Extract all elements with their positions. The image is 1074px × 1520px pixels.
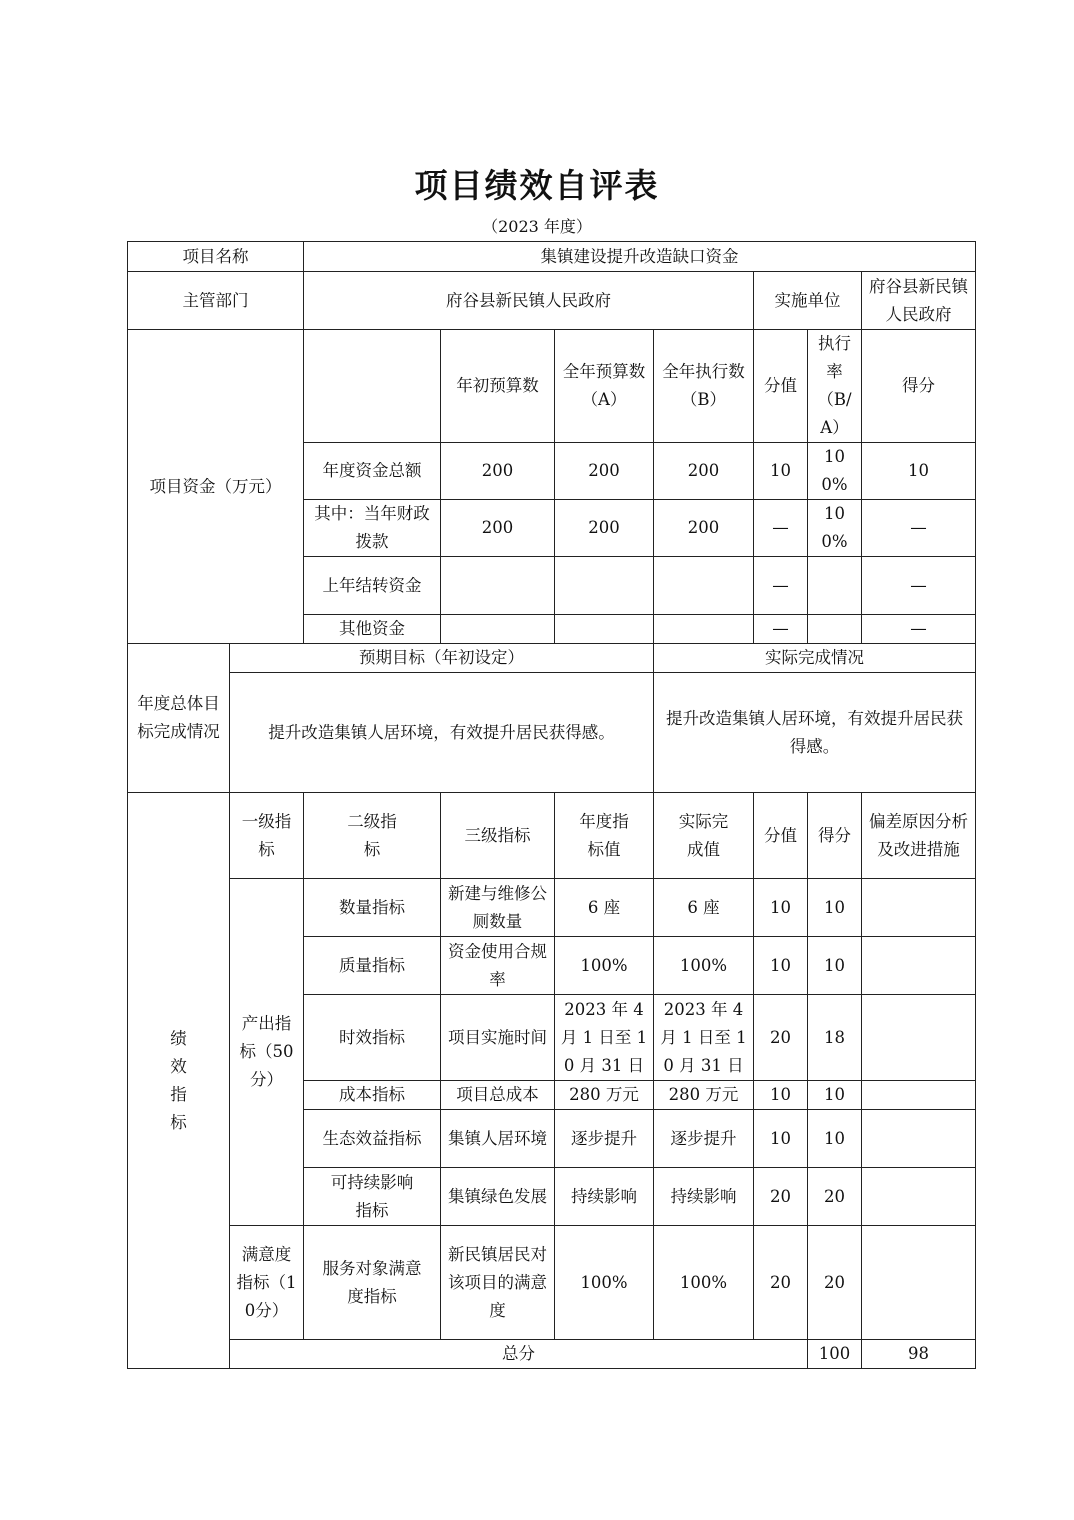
dept-label: 主管部门 xyxy=(128,272,304,330)
goals-label: 年度总体目标完成情况 xyxy=(128,644,230,793)
indicator-header: 三级指标 xyxy=(441,793,555,879)
target-cell: 280 万元 xyxy=(555,1081,654,1110)
actual-cell: 100% xyxy=(654,937,754,995)
total-score: 98 xyxy=(862,1340,976,1369)
funds-header: 得分 xyxy=(862,330,976,443)
goals-actual-header: 实际完成情况 xyxy=(654,644,976,673)
target-cell: 100% xyxy=(555,1226,654,1340)
actual-cell: 持续影响 xyxy=(654,1168,754,1226)
indicator-header: 偏差原因分析及改进措施 xyxy=(862,793,976,879)
funds-cell xyxy=(808,557,862,615)
funds-header: 全年预算数（A） xyxy=(555,330,654,443)
reason-cell xyxy=(862,1110,976,1168)
indicator-header: 二级指标 xyxy=(304,793,441,879)
level2-cell: 生态效益指标 xyxy=(304,1110,441,1168)
score-value-cell: 20 xyxy=(754,1168,808,1226)
funds-cell: 200 xyxy=(441,443,555,500)
level3-cell: 集镇人居环境 xyxy=(441,1110,555,1168)
level2-cell: 成本指标 xyxy=(304,1081,441,1110)
funds-cell: — xyxy=(754,557,808,615)
target-cell: 2023 年 4 月 1 日至 10 月 31 日 xyxy=(555,995,654,1081)
indicator-header: 一级指标 xyxy=(230,793,304,879)
funds-cell: — xyxy=(862,557,976,615)
goals-expected-header: 预期目标（年初设定） xyxy=(230,644,654,673)
actual-cell: 6 座 xyxy=(654,879,754,937)
level3-cell: 集镇绿色发展 xyxy=(441,1168,555,1226)
indicators-label: 绩效指标 xyxy=(128,793,230,1369)
impl-value: 府谷县新民镇人民政府 xyxy=(862,272,976,330)
funds-cell: 200 xyxy=(555,443,654,500)
goals-actual: 提升改造集镇人居环境，有效提升居民获得感。 xyxy=(654,673,976,793)
score-cell: 18 xyxy=(808,995,862,1081)
level2-cell: 服务对象满意度指标 xyxy=(304,1226,441,1340)
funds-label: 项目资金（万元） xyxy=(128,330,304,644)
project-name-value: 集镇建设提升改造缺口资金 xyxy=(304,242,976,272)
funds-cell xyxy=(654,615,754,644)
level3-cell: 新民镇居民对该项目的满意度 xyxy=(441,1226,555,1340)
target-cell: 6 座 xyxy=(555,879,654,937)
level2-cell: 数量指标 xyxy=(304,879,441,937)
funds-cell: 10 xyxy=(862,443,976,500)
level2-cell: 可持续影响指标 xyxy=(304,1168,441,1226)
performance-table xyxy=(127,241,976,1369)
satisfaction-indicator-label: 满意度指标（10分） xyxy=(230,1226,304,1340)
reason-cell xyxy=(862,1168,976,1226)
score-value-cell: 10 xyxy=(754,937,808,995)
level3-cell: 项目总成本 xyxy=(441,1081,555,1110)
level3-cell: 新建与维修公厕数量 xyxy=(441,879,555,937)
funds-header: 执行率（B/A） xyxy=(808,330,862,443)
indicator-header: 得分 xyxy=(808,793,862,879)
reason-cell xyxy=(862,995,976,1081)
score-cell: 10 xyxy=(808,1110,862,1168)
funds-cell: 200 xyxy=(654,500,754,557)
funds-header: 年初预算数 xyxy=(441,330,555,443)
funds-cell xyxy=(654,557,754,615)
target-cell: 100% xyxy=(555,937,654,995)
total-score-value: 100 xyxy=(808,1340,862,1369)
total-label: 总分 xyxy=(230,1340,808,1369)
dept-value: 府谷县新民镇人民政府 xyxy=(304,272,754,330)
funds-cell: 10 xyxy=(754,443,808,500)
actual-cell: 2023 年 4 月 1 日至 10 月 31 日 xyxy=(654,995,754,1081)
score-value-cell: 10 xyxy=(754,1110,808,1168)
output-indicator-label: 产出指标（50分） xyxy=(230,879,304,1226)
score-cell: 10 xyxy=(808,937,862,995)
funds-header: 分值 xyxy=(754,330,808,443)
level2-cell: 质量指标 xyxy=(304,937,441,995)
score-value-cell: 20 xyxy=(754,1226,808,1340)
actual-cell: 280 万元 xyxy=(654,1081,754,1110)
funds-row-label: 其他资金 xyxy=(304,615,441,644)
goals-expected: 提升改造集镇人居环境，有效提升居民获得感。 xyxy=(230,673,654,793)
score-cell: 10 xyxy=(808,879,862,937)
actual-cell: 逐步提升 xyxy=(654,1110,754,1168)
funds-cell xyxy=(808,615,862,644)
score-cell: 10 xyxy=(808,1081,862,1110)
funds-cell xyxy=(441,557,555,615)
score-value-cell: 10 xyxy=(754,1081,808,1110)
funds-cell: 200 xyxy=(555,500,654,557)
actual-cell: 100% xyxy=(654,1226,754,1340)
indicator-header: 年度指标值 xyxy=(555,793,654,879)
reason-cell xyxy=(862,937,976,995)
reason-cell xyxy=(862,1081,976,1110)
funds-cell: 100% xyxy=(808,500,862,557)
reason-cell xyxy=(862,1226,976,1340)
funds-cell: 200 xyxy=(441,500,555,557)
level2-cell: 时效指标 xyxy=(304,995,441,1081)
project-name-label: 项目名称 xyxy=(128,242,304,272)
year-subtitle: （2023 年度） xyxy=(482,217,592,236)
funds-header: 全年执行数（B） xyxy=(654,330,754,443)
funds-cell: — xyxy=(862,615,976,644)
score-value-cell: 10 xyxy=(754,879,808,937)
funds-cell xyxy=(555,557,654,615)
score-cell: 20 xyxy=(808,1168,862,1226)
funds-cell xyxy=(441,615,555,644)
level3-cell: 项目实施时间 xyxy=(441,995,555,1081)
funds-cell: 100% xyxy=(808,443,862,500)
indicator-header: 实际完成值 xyxy=(654,793,754,879)
target-cell: 持续影响 xyxy=(555,1168,654,1226)
funds-header-blank xyxy=(304,330,441,443)
funds-cell: 200 xyxy=(654,443,754,500)
page-title: 项目绩效自评表 xyxy=(414,166,660,205)
funds-cell xyxy=(555,615,654,644)
funds-row-label: 年度资金总额 xyxy=(304,443,441,500)
indicator-header: 分值 xyxy=(754,793,808,879)
funds-row-label: 上年结转资金 xyxy=(304,557,441,615)
level3-cell: 资金使用合规率 xyxy=(441,937,555,995)
funds-cell: — xyxy=(754,615,808,644)
score-cell: 20 xyxy=(808,1226,862,1340)
funds-cell: — xyxy=(754,500,808,557)
reason-cell xyxy=(862,879,976,937)
funds-cell: — xyxy=(862,500,976,557)
score-value-cell: 20 xyxy=(754,995,808,1081)
impl-label: 实施单位 xyxy=(754,272,862,330)
funds-row-label: 其中：当年财政拨款 xyxy=(304,500,441,557)
target-cell: 逐步提升 xyxy=(555,1110,654,1168)
